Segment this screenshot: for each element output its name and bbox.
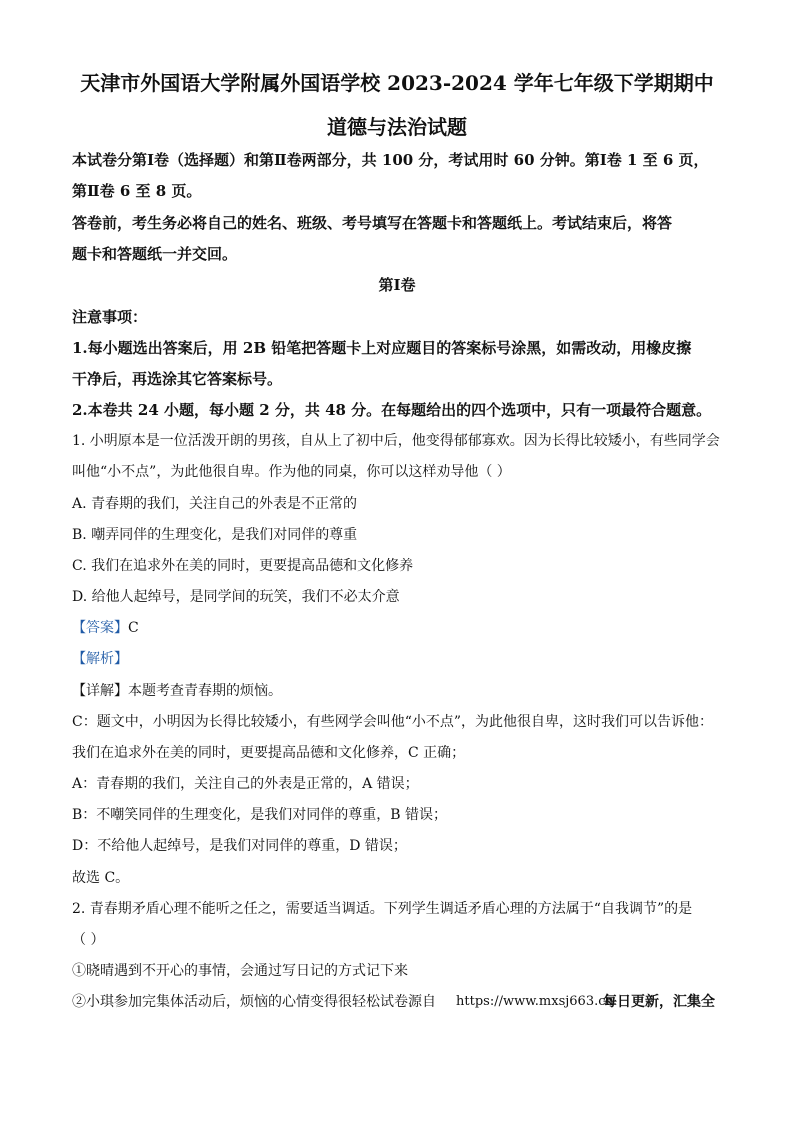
- detail-tag: 【详解】: [72, 683, 128, 699]
- source-link[interactable]: https://www.mxsj663.cn: [456, 994, 614, 1009]
- footer-note: 每日更新，汇集全: [603, 994, 715, 1010]
- intro-line: 本试卷分第Ⅰ卷（选择题）和第Ⅱ卷两部分，共 100 分，考试用时 60 分钟。第Ⅰ卷 1 至 6 页，: [72, 151, 709, 169]
- question-option: A. 青春期的我们，关注自己的外表是不正常的: [72, 496, 358, 512]
- intro-line: 题卡和答题纸一并交回。: [72, 245, 238, 263]
- question-option: B. 嘲弄同伴的生理变化，是我们对同伴的尊重: [72, 527, 358, 543]
- intro-line: 答卷前，考生务必将自己的姓名、班级、考号填写在答题卡和答题纸上。考试结束后，将答: [72, 214, 673, 232]
- explain-line: B：不嘲笑同伴的生理变化，是我们对同伴的尊重，B 错误；: [72, 807, 448, 823]
- explain-line: C：题文中，小明因为长得比较矮小，有些网学会叫他“小不点”，为此他很自卑，这时我们可以告诉他：: [72, 714, 714, 730]
- question-stem: 1. 小明原本是一位活泼开朗的男孩，自从上了初中后，他变得郁郁寡欢。因为长得比较矮小，有些同学会: [72, 433, 720, 449]
- detail-line: [72, 681, 282, 701]
- question-stem: 叫他“小不点”，为此他很自卑。作为他的同桌，你可以这样劝导他（ ）: [72, 464, 511, 480]
- detail-intro: 本题考查青春期的烦恼。: [128, 683, 282, 699]
- question-option: D. 给他人起绰号，是同学间的玩笑，我们不必太介意: [72, 589, 400, 605]
- question-option: C. 我们在追求外在美的同时，更要提高品德和文化修养: [72, 558, 414, 574]
- question-item: ①晓晴遇到不开心的事情，会通过写日记的方式记下来: [72, 963, 408, 979]
- analysis-tag: 【解析】: [72, 651, 128, 667]
- notes-line: 2.本卷共 24 小题，每小题 2 分，共 48 分。在每题给出的四个选项中，只有一项最符合题意。: [72, 401, 712, 419]
- explain-line: D：不给他人起绰号，是我们对同伴的尊重，D 错误；: [72, 838, 407, 854]
- answer-line: [72, 618, 139, 638]
- notes-line: 干净后，再选涂其它答案标号。: [72, 370, 283, 388]
- explain-line: A：青春期的我们，关注自己的外表是正常的，A 错误；: [72, 776, 419, 792]
- answer-tag: 【答案】: [72, 620, 128, 636]
- section-label: 第Ⅰ卷: [378, 276, 416, 294]
- notes-heading: 注意事项：: [72, 308, 148, 326]
- question-stem: （ ）: [72, 932, 105, 948]
- question-item: ②小琪参加完集体活动后，烦恼的心情变得很轻松试卷源自: [72, 994, 436, 1010]
- notes-line: 1.每小题选出答案后，用 2B 铅笔把答题卡上对应题目的答案标号涂黑，如需改动，用橡皮擦: [72, 339, 692, 357]
- answer-value: C: [128, 620, 139, 636]
- explain-line: 我们在追求外在美的同时，更要提高品德和文化修养，C 正确；: [72, 745, 466, 761]
- page-title: 天津市外国语大学附属外国语学校 2023-2024 学年七年级下学期期中: [80, 71, 714, 95]
- question-stem: 2. 青春期矛盾心理不能听之任之，需要适当调适。下列学生调适矛盾心理的方法属于“自我调节”的是: [72, 901, 693, 917]
- page-subtitle: 道德与法治试题: [327, 115, 467, 139]
- explain-line: 故选 C。: [72, 870, 130, 886]
- intro-line: 第Ⅱ卷 6 至 8 页。: [72, 182, 202, 200]
